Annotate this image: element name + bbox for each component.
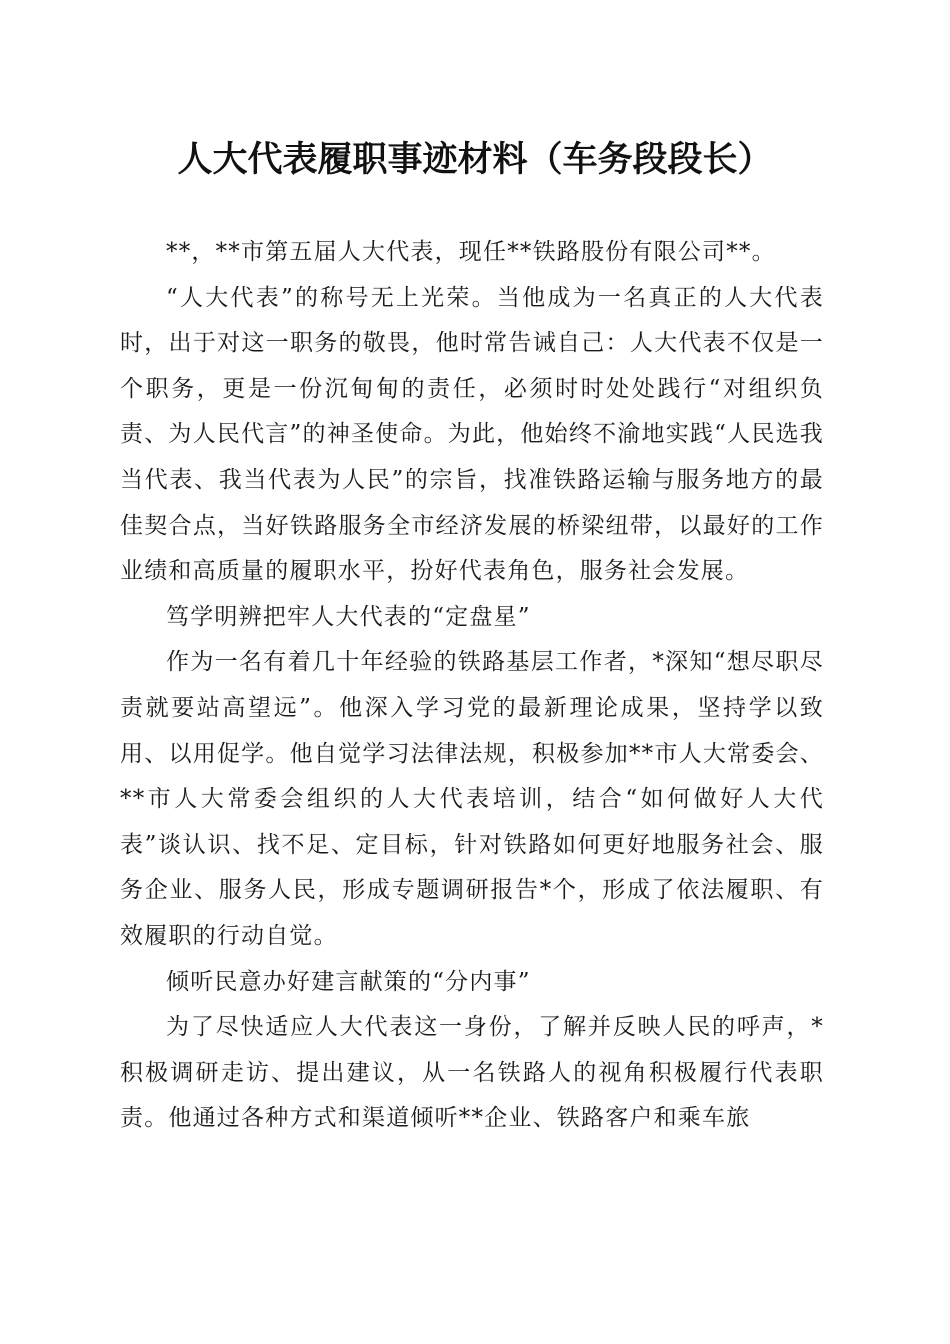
paragraph-honor: “人大代表”的称号无上光荣。当他成为一名真正的人大代表时，出于对这一职务的敬畏，他时常告诫自己：人大代表不仅是一个职务，更是一份沉甸甸的责任，必须时时处处践行“对组织负责、为人民代言”的神圣使命。为此，他始终不渝地实践“人民选我当代表、我当代表为人民”的宗旨，找准铁路运输与服务地方的最佳契合点，当好铁路服务全市经济发展的桥梁纽带，以最好的工作业绩和高质量的履职水平，扮好代表角色，服务社会发展。 xyxy=(120,284,824,585)
section-heading-listen: 倾听民意办好建言献策的“分内事” xyxy=(166,968,531,995)
document-title: 人大代表履职事迹材料（车务段段长） xyxy=(177,139,773,180)
document-body xyxy=(120,230,824,1142)
paragraph-study: 作为一名有着几十年经验的铁路基层工作者，*深知“想尽职尽责就要站高望远”。他深入学习党的最新理论成果，坚持学以致用、以用促学。他自觉学习法律法规，积极参加**市人大常委会、**市人大常委会组织的人大代表培训，结合“如何做好人大代表”谈认识、找不足、定目标，针对铁路如何更好地服务社会、服务企业、服务人民，形成专题调研报告*个，形成了依法履职、有效履职的行动自觉。 xyxy=(120,649,824,949)
section-heading-study: 笃学明辨把牢人大代表的“定盘星” xyxy=(166,603,531,630)
paragraph-listen: 为了尽快适应人大代表这一身份，了解并反映人民的呼声，*积极调研走访、提出建议，从一名铁路人的视角积极履行代表职责。他通过各种方式和渠道倾听**企业、铁路客户和乘车旅 xyxy=(120,1014,824,1132)
paragraph-intro: **，**市第五届人大代表，现任**铁路股份有限公司**。 xyxy=(166,239,776,265)
